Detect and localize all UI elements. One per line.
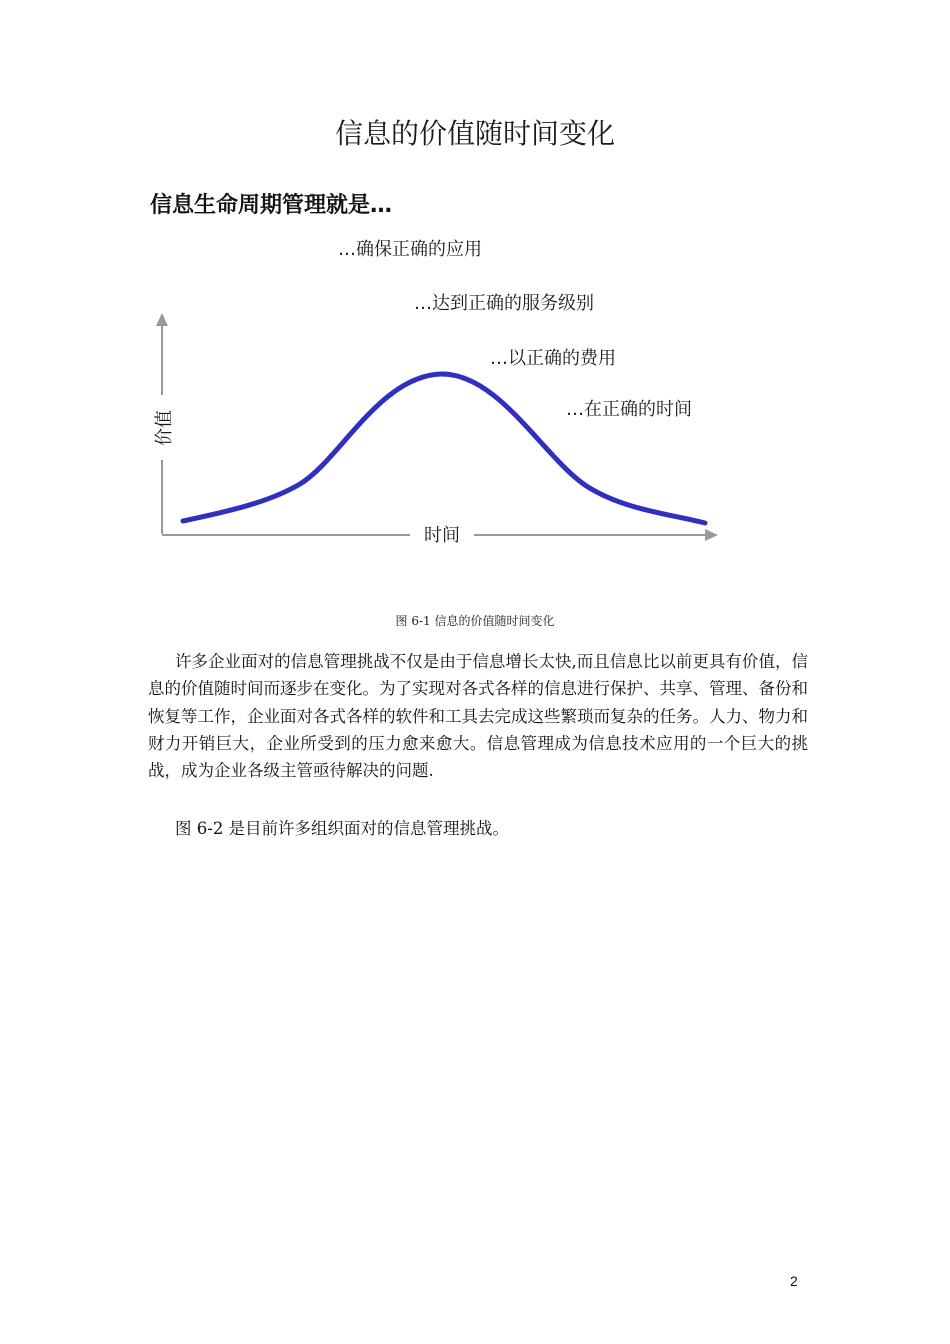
note-cost: …以正确的费用 <box>490 348 616 369</box>
y-axis-arrow-icon <box>156 313 168 326</box>
body-paragraph-2: 图 6-2 是目前许多组织面对的信息管理挑战。 <box>175 819 510 838</box>
value-curve <box>183 374 705 523</box>
note-service-level: …达到正确的服务级别 <box>414 293 594 314</box>
body-paragraph: 许多企业面对的信息管理挑战不仅是由于信息增长太快,而且信息比以前更具有价值，信息的价值随时间而逐步在变化。为了实现对各式各样的信息进行保护、共享、管理、备份和恢复等工作，企业面对各式各样的软件和工具去完成这些繁琐而复杂的任务。人力、物力和财力开销巨大，企业所受到的压力愈来愈大。信息管理成为信息技术应用的一个巨大的挑战，成为企业各级主管亟待解决的问题. <box>148 652 808 781</box>
y-axis-label: 价值 <box>154 410 175 446</box>
note-application: …确保正确的应用 <box>338 239 482 260</box>
page-title: 信息的价值随时间变化 <box>334 117 615 150</box>
page-number: 2 <box>790 1273 798 1289</box>
note-time: …在正确的时间 <box>566 399 692 420</box>
section-subtitle: 信息生命周期管理就是… <box>150 193 393 218</box>
x-axis-label: 时间 <box>424 525 460 546</box>
x-axis-arrow-icon <box>705 529 718 541</box>
value-time-chart <box>0 0 950 600</box>
figure-caption: 图 6-1 信息的价值随时间变化 <box>395 614 555 628</box>
